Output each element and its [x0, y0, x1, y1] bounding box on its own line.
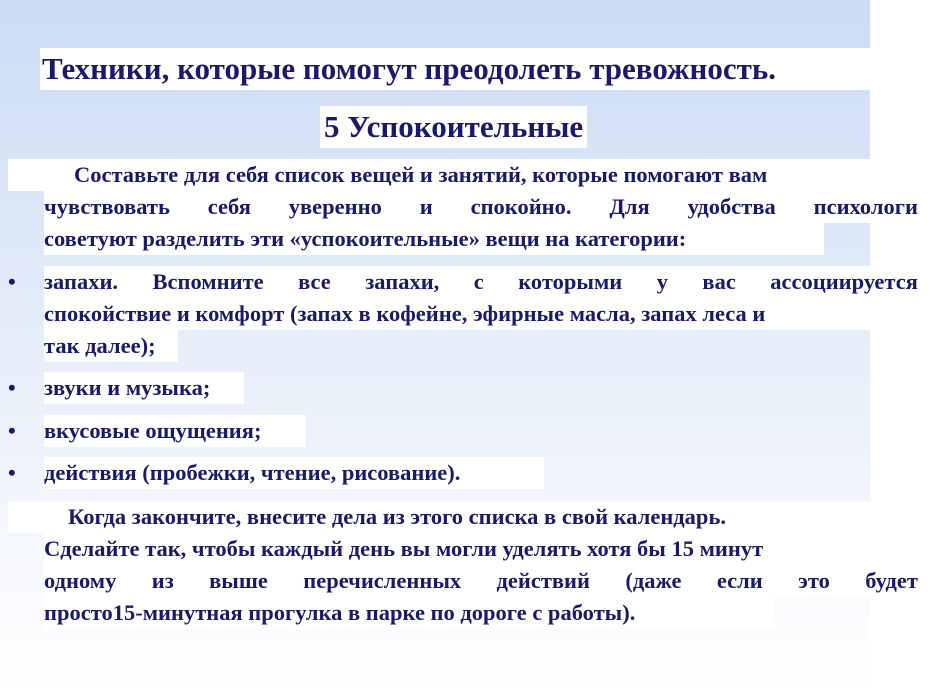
bullet-1-line-3: [44, 330, 178, 362]
justified-word: перечисленных: [303, 568, 462, 593]
justified-word: с: [473, 269, 484, 294]
justified-word: которыми: [518, 269, 623, 294]
closing-line-4: [44, 597, 774, 629]
justified-word: запахи,: [365, 269, 440, 294]
justified-word: вас: [702, 269, 736, 294]
bullet-4-line-1: [44, 457, 544, 489]
justified-word: Вспомните: [152, 269, 264, 294]
bullet-marker: •: [8, 418, 16, 443]
justified-word: из: [151, 568, 174, 593]
justified-word: будет: [865, 568, 918, 593]
closing-line-4-text: просто15-минутная прогулка в парке по дороге с работы).: [44, 600, 636, 625]
justified-word: если: [716, 568, 763, 593]
bullet-marker: •: [8, 269, 16, 294]
justified-word: себя: [207, 194, 251, 219]
bullet-1-line-3-text: так далее);: [44, 333, 156, 358]
justified-word: Для: [609, 194, 650, 219]
justified-word: все: [298, 269, 331, 294]
bullet-3-line-1: [44, 415, 306, 447]
justified-word: ассоциируется: [770, 269, 918, 294]
slide-title-text: Техники, которые помогут преодолеть тревожность.: [42, 51, 777, 86]
justified-word: спокойно.: [470, 194, 572, 219]
closing-line-2: [44, 533, 918, 565]
justified-word: чувствовать: [44, 194, 170, 219]
justified-word: это: [798, 568, 830, 593]
justified-word: действий: [496, 568, 590, 593]
intro-line-1-text: Составьте для себя список вещей и занятий, которые помогают вам: [74, 162, 768, 187]
bullet-marker: •: [8, 460, 16, 485]
justified-word: уверенно: [288, 194, 382, 219]
intro-line-3: [44, 223, 824, 255]
slide-title: [40, 48, 920, 90]
justified-word: у: [656, 269, 668, 294]
justified-word: удобства: [687, 194, 776, 219]
justified-word: запахи.: [44, 269, 119, 294]
justified-word: (даже: [625, 568, 682, 593]
closing-line-2-text: Сделайте так, чтобы каждый день вы могли уделять хотя бы 15 минут: [44, 536, 764, 561]
closing-line-1-text: Когда закончите, внесите дела из этого списка в свой календарь.: [68, 504, 726, 529]
closing-line-3: [44, 565, 918, 597]
justified-word: и: [419, 194, 433, 219]
closing-line-1: [8, 501, 878, 533]
intro-line-1: [8, 159, 918, 191]
bullet-1-line-2-text: спокойствие и комфорт (запах в кофейне, эфирные масла, запах леса и: [44, 301, 766, 326]
justified-word: одному: [44, 568, 117, 593]
justified-word: выше: [209, 568, 268, 593]
justified-word: психологи: [813, 194, 918, 219]
bullet-1-line-1: [44, 266, 918, 298]
bullet-marker: •: [8, 375, 16, 400]
bullet-3-text: вкусовые ощущения;: [44, 418, 262, 443]
slide-subtitle: 5 Успокоительные: [320, 106, 587, 148]
bullet-2-line-1: [44, 372, 244, 404]
bullet-4-text: действия (пробежки, чтение, рисование).: [44, 460, 461, 485]
intro-line-3-text: советуют разделить эти «успокоительные» вещи на категории:: [44, 226, 687, 251]
bullet-1-line-2: [44, 298, 918, 330]
intro-line-2: [44, 191, 918, 223]
bullet-2-text: звуки и музыка;: [44, 375, 211, 400]
